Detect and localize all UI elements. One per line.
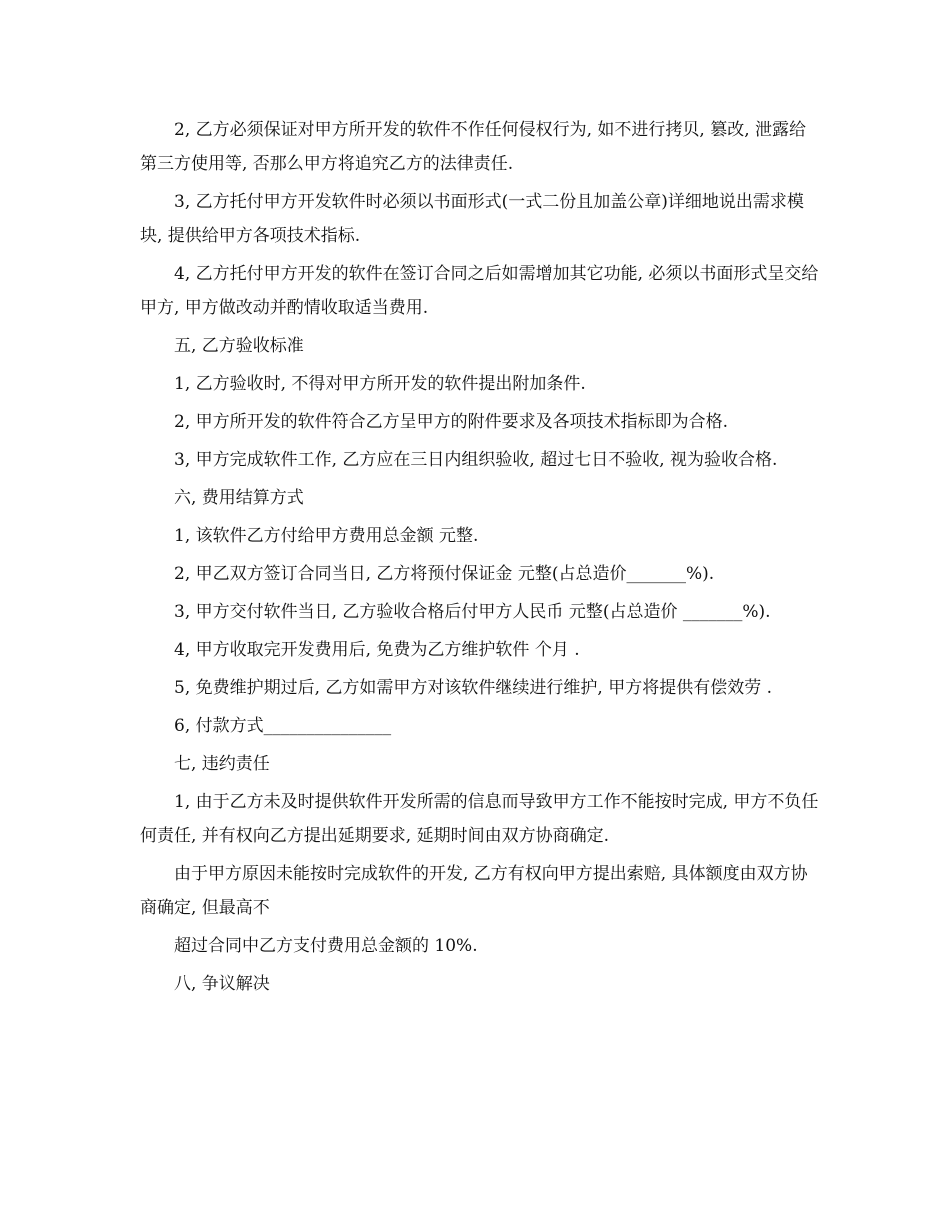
clause-7-1: 1, 由于乙方未及时提供软件开发所需的信息而导致甲方工作不能按时完成, 甲方不负任何责任, 并有权向乙方提出延期要求, 延期时间由双方协商确定. xyxy=(140,792,819,846)
clause-6-3: 3, 甲方交付软件当日, 乙方验收合格后付甲方人民币 元整(占总造价 _______%). xyxy=(174,602,771,622)
clause-4-4: 4, 乙方托付甲方开发的软件在签订合同之后如需增加其它功能, 必须以书面形式呈交给甲方, 甲方做改动并酌情收取适当费用. xyxy=(140,264,819,318)
contract-body xyxy=(140,113,820,1001)
clause-6-5: 5, 免费维护期过后, 乙方如需甲方对该软件继续进行维护, 甲方将提供有偿效劳 . xyxy=(174,678,773,698)
section-7-heading: 七, 违约责任 xyxy=(174,754,270,774)
clause-5-1: 1, 乙方验收时, 不得对甲方所开发的软件提出附加条件. xyxy=(174,374,586,394)
clause-4-3: 3, 乙方托付甲方开发软件时必须以书面形式(一式二份且加盖公章)详细地说出需求模块, 提供给甲方各项技术指标. xyxy=(140,192,804,246)
section-5-heading: 五, 乙方验收标准 xyxy=(174,336,304,356)
clause-7-2: 由于甲方原因未能按时完成软件的开发, 乙方有权向甲方提出索赔, 具体额度由双方协商确定, 但最高不 xyxy=(140,864,808,918)
clause-5-2: 2, 甲方所开发的软件符合乙方呈甲方的附件要求及各项技术指标即为合格. xyxy=(174,412,729,432)
clause-5-3: 3, 甲方完成软件工作, 乙方应在三日内组织验收, 超过七日不验收, 视为验收合格. xyxy=(174,450,778,470)
clause-6-1: 1, 该软件乙方付给甲方费用总金额 元整. xyxy=(174,526,479,546)
clause-6-2: 2, 甲乙双方签订合同当日, 乙方将预付保证金 元整(占总造价_______%). xyxy=(174,564,715,584)
section-8-heading: 八, 争议解决 xyxy=(174,974,270,994)
clause-4-2: 2, 乙方必须保证对甲方所开发的软件不作任何侵权行为, 如不进行拷贝, 篡改, 泄露给第三方使用等, 否那么甲方将追究乙方的法律责任. xyxy=(140,120,807,174)
clause-7-2-continued: 超过合同中乙方支付费用总金额的 10%. xyxy=(174,936,478,956)
section-6-heading: 六, 费用结算方式 xyxy=(174,488,304,508)
clause-6-4: 4, 甲方收取完开发费用后, 免费为乙方维护软件 个月 . xyxy=(174,640,580,660)
clause-6-6: 6, 付款方式_______________ xyxy=(174,716,392,736)
